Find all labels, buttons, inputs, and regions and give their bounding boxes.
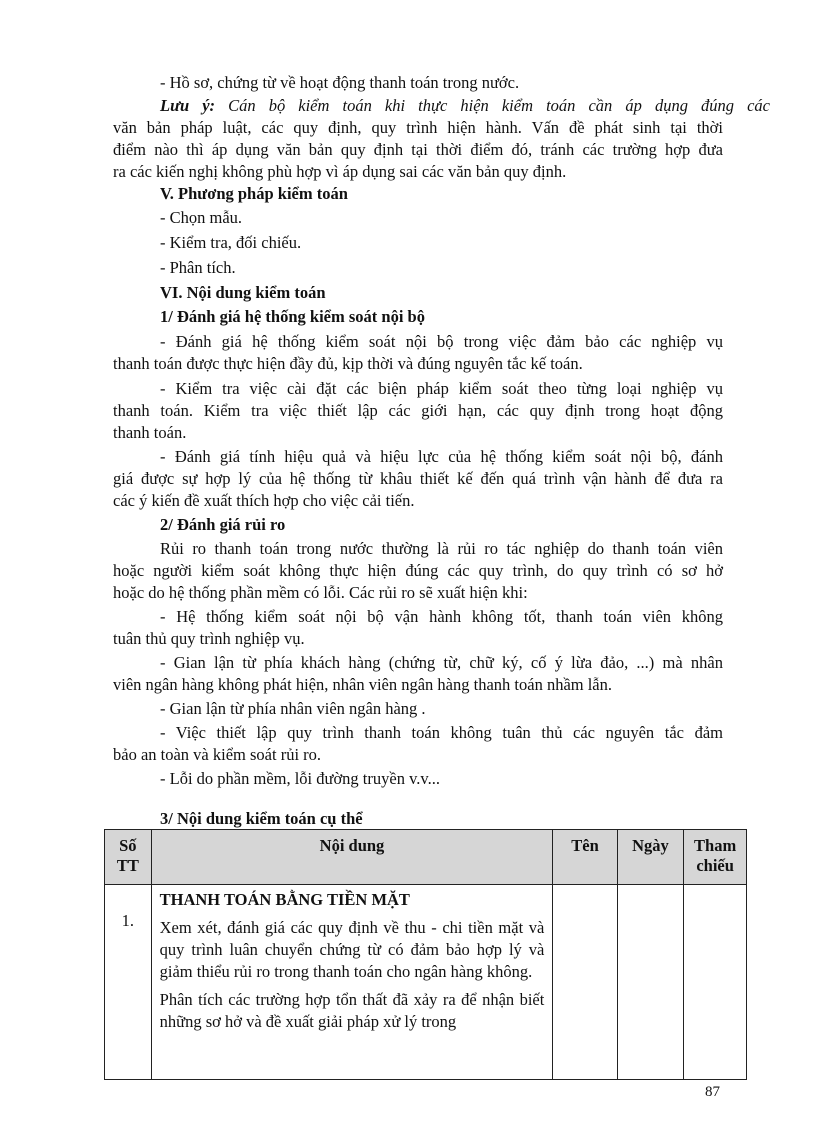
subsection-heading-2: 2/ Đánh giá rủi ro bbox=[160, 515, 286, 534]
risk-para-line-3: hoặc do hệ thống phần mềm có lỗi. Các rủi ro sẽ xuất hiện khi: bbox=[113, 583, 528, 602]
row-content bbox=[151, 885, 553, 1080]
para-1-line-1: - Đánh giá hệ thống kiểm soát nội bộ trong việc đảm bảo các nghiệp vụ bbox=[160, 332, 723, 351]
row-title: THANH TOÁN BẰNG TIỀN MẶT bbox=[159, 890, 410, 909]
note-line bbox=[160, 95, 770, 117]
subsection-heading-3: 3/ Nội dung kiểm toán cụ thể bbox=[160, 809, 363, 828]
para-1-line-2: thanh toán được thực hiện đầy đủ, kịp thời và đúng nguyên tắc kế toán. bbox=[113, 354, 583, 373]
note-line-2: văn bản pháp luật, các quy định, quy trình hiện hành. Vấn đề phát sinh tại thời bbox=[113, 118, 723, 137]
risk-item-3: - Gian lận từ phía nhân viên ngân hàng . bbox=[160, 699, 426, 718]
risk-item-4-line-2: bảo an toàn và kiểm soát rủi ro. bbox=[113, 745, 322, 764]
method-check: - Kiểm tra, đối chiếu. bbox=[160, 233, 302, 252]
header-content: Nội dung bbox=[151, 830, 553, 885]
row-paragraph-2: Phân tích các trường hợp tổn thất đã xảy ra để nhận biết những sơ hở và đề xuất giải pháp xử lý trong bbox=[159, 990, 545, 1031]
table-row bbox=[105, 885, 747, 1080]
method-sampling: - Chọn mẫu. bbox=[160, 208, 243, 227]
risk-item-1-line-1: - Hệ thống kiểm soát nội bộ vận hành không tốt, thanh toán viên không bbox=[160, 607, 723, 626]
para-2-line-2: thanh toán. Kiểm tra việc thiết lập các giới hạn, các quy định trong hoạt động bbox=[113, 401, 723, 420]
risk-para-line-1: Rủi ro thanh toán trong nước thường là rủi ro tác nghiệp do thanh toán viên bbox=[160, 539, 723, 558]
row-name-cell bbox=[553, 885, 617, 1080]
risk-item-2-line-2: viên ngân hàng không phát hiện, nhân viên ngân hàng thanh toán nhầm lẫn. bbox=[113, 675, 613, 694]
row-paragraph-1: Xem xét, đánh giá các quy định về thu - chi tiền mặt và quy trình luân chuyển chứng từ có đảm bảo hợp lý và giảm thiểu rủi ro trong thanh toán cho ngân hàng không. bbox=[159, 918, 545, 981]
row-reference-cell bbox=[684, 885, 747, 1080]
header-date: Ngày bbox=[617, 830, 684, 885]
risk-item-4-line-1: - Việc thiết lập quy trình thanh toán không tuân thủ các nguyên tắc đảm bbox=[160, 723, 723, 742]
note-label: Lưu ý: bbox=[160, 96, 216, 115]
risk-item-1-line-2: tuân thủ quy trình nghiệp vụ. bbox=[113, 629, 305, 648]
table-header-row bbox=[105, 830, 747, 885]
header-stt: Số TT bbox=[105, 830, 152, 885]
note-line-4: ra các kiến nghị không phù hợp vì áp dụng sai các văn bản quy định. bbox=[113, 162, 567, 181]
item-payment-documents: - Hồ sơ, chứng từ về hoạt động thanh toán trong nước. bbox=[160, 73, 520, 92]
para-2-line-1: - Kiểm tra việc cài đặt các biện pháp kiểm soát theo từng loại nghiệp vụ bbox=[160, 379, 723, 398]
page-number: 87 bbox=[705, 1084, 720, 1100]
para-3-line-2: giá được sự hợp lý của hệ thống từ khâu thiết kế đến quá trình vận hành để đưa ra bbox=[113, 469, 723, 488]
section-heading-vi: VI. Nội dung kiểm toán bbox=[160, 283, 326, 302]
para-3-line-1: - Đánh giá tính hiệu quả và hiệu lực của hệ thống kiểm soát nội bộ, đánh bbox=[160, 447, 723, 466]
para-3-line-3: các ý kiến đề xuất thích hợp cho việc cải tiến. bbox=[113, 491, 415, 510]
note-text: Cán bộ kiểm toán khi thực hiện kiểm toán cần áp dụng đúng các bbox=[215, 96, 770, 115]
risk-para-line-2: hoặc người kiểm soát không thực hiện đúng các quy trình, do quy trình có sơ hở bbox=[113, 561, 723, 580]
risk-item-2-line-1: - Gian lận từ phía khách hàng (chứng từ, chữ ký, cố ý lừa đảo, ...) mà nhân bbox=[160, 653, 723, 672]
para-2-line-3: thanh toán. bbox=[113, 423, 187, 442]
subsection-heading-1: 1/ Đánh giá hệ thống kiểm soát nội bộ bbox=[160, 307, 425, 326]
risk-item-5: - Lỗi do phần mềm, lỗi đường truyền v.v... bbox=[160, 769, 440, 788]
section-heading-v: V. Phương pháp kiểm toán bbox=[160, 184, 348, 203]
note-line-3: điểm nào thì áp dụng văn bản quy định tại thời điểm đó, tránh các trường hợp đưa bbox=[113, 140, 723, 159]
header-name: Tên bbox=[553, 830, 617, 885]
row-date-cell bbox=[617, 885, 684, 1080]
method-analysis: - Phân tích. bbox=[160, 258, 236, 277]
audit-content-table bbox=[104, 829, 747, 1080]
row-number: 1. bbox=[105, 885, 152, 1080]
header-reference: Tham chiếu bbox=[684, 830, 747, 885]
